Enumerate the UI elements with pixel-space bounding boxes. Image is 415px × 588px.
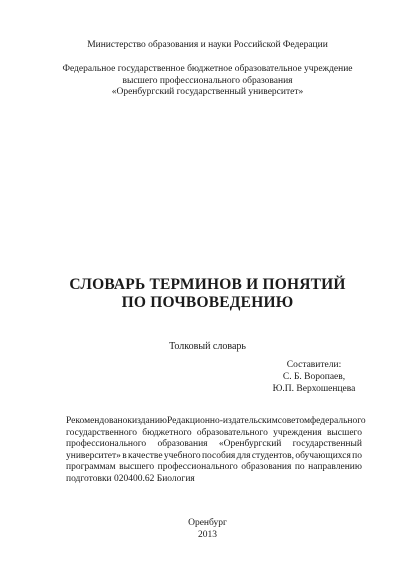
title-line-2: ПО ПОЧВОВЕДЕНИЮ <box>121 294 294 311</box>
recommendation-word: направлению <box>308 462 362 473</box>
recommendation-word: Редакционно-издательским <box>167 416 278 426</box>
recommendation-word: качестве <box>127 450 163 461</box>
recommendation-word: профессионального <box>157 462 238 473</box>
recommendation-word: программам <box>66 462 116 473</box>
recommendation-word: государственный <box>292 439 362 450</box>
recommendation-word: государственного <box>66 427 138 438</box>
recommendation-word: советом <box>277 416 310 426</box>
document-title <box>0 276 415 312</box>
recommendation-word: университет» <box>66 450 121 461</box>
institution-line-2: высшего профессионального образования <box>122 75 293 86</box>
recommendation-line <box>66 439 362 451</box>
institution-block <box>0 64 415 99</box>
document-subtitle: Толковый словарь <box>169 341 246 352</box>
recommendation-word: по <box>294 462 305 473</box>
compiler-name-2: Ю.П. Верхошенцева <box>272 383 356 394</box>
recommendation-word: бюджетного <box>142 427 192 438</box>
recommendation-word: в <box>122 450 127 461</box>
recommendation-word: обучающихся <box>295 450 351 461</box>
recommendation-word: образовательного <box>196 427 268 438</box>
recommendation-word: образования <box>157 439 208 450</box>
ministry-line <box>0 40 415 52</box>
recommendation-word: пособия <box>201 450 236 461</box>
recommendation-word: профессионального <box>66 439 147 450</box>
compiler-name-1: С. Б. Воропаев, <box>282 371 346 382</box>
recommendation-word: образования <box>241 462 292 473</box>
compilers-label: Составители: <box>286 360 342 370</box>
imprint-year: 2013 <box>198 530 217 540</box>
recommendation-word: учебного <box>163 450 201 461</box>
recommendation-word: студентов, <box>251 450 295 461</box>
compilers-block <box>259 360 369 395</box>
recommendation-word: федерального <box>310 416 366 426</box>
title-line-1: СЛОВАРЬ ТЕРМИНОВ И ПОНЯТИЙ <box>69 276 346 293</box>
recommendation-line <box>66 462 362 474</box>
imprint-city: Оренбург <box>188 518 227 528</box>
recommendation-word: высшего <box>326 427 362 438</box>
recommendation-word: Рекомендовано <box>66 416 128 426</box>
recommendation-paragraph <box>66 416 366 486</box>
recommendation-word: к <box>127 416 133 426</box>
institution-line-1: Федеральное государственное бюджетное образовательное учреждение <box>62 64 353 74</box>
recommendation-word: для <box>236 450 251 461</box>
recommendation-word: «Оренбургский <box>218 439 282 450</box>
recommendation-word: высшего <box>119 462 155 473</box>
recommendation-line <box>66 416 366 428</box>
recommendation-word: по <box>352 450 362 461</box>
ministry-name: Министерство образования и науки Российской Федерации <box>87 40 328 50</box>
recommendation-word: учреждения <box>273 427 322 438</box>
recommendation-line <box>66 474 362 486</box>
imprint-footer <box>0 517 415 541</box>
recommendation-line <box>66 428 362 440</box>
institution-line-3: «Оренбургский государственный университет» <box>111 87 304 97</box>
recommendation-line <box>66 451 362 463</box>
recommendation-word: подготовки 020400.62 Биология <box>66 473 195 484</box>
recommendation-word: изданию <box>132 416 167 426</box>
